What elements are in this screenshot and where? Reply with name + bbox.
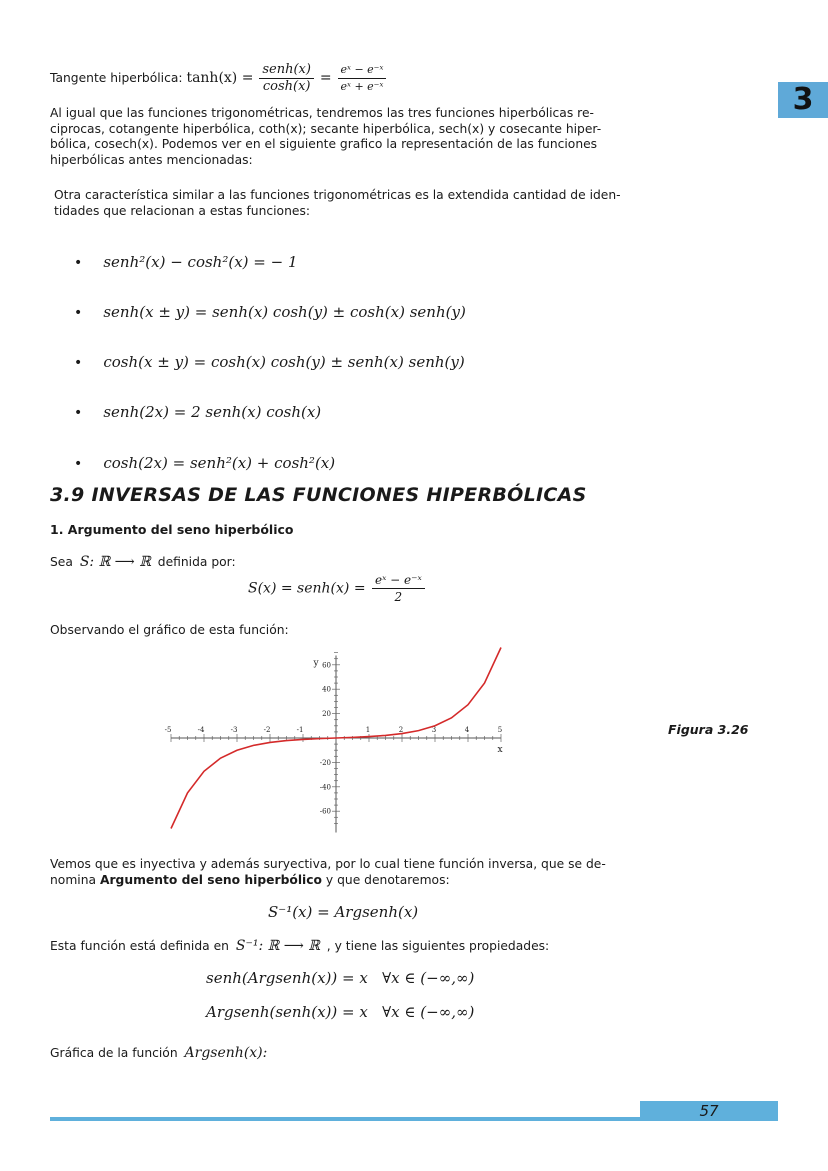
inverse-equation: S⁻¹(x) = Argsenh(x) [268,903,419,921]
x-tick-label: 4 [464,726,470,734]
bold-term: Argumento del seno hiperbólico [99,872,322,887]
y-axis-label: y [313,658,319,669]
paragraph-line: Al igual que las funciones trigonométricas, tendremos las tres funciones hiperbólicas re- [50,106,594,120]
identity-text: cosh(x ± y) = cosh(x) cosh(y) ± senh(x) senh(y) [103,353,465,371]
section-title: 3.9 INVERSAS DE LAS FUNCIONES HIPERBÓLICAS [50,484,587,506]
x-tick-label: -1 [296,726,304,734]
identity-item [74,402,321,421]
text-span: y que denotaremos: [325,872,450,887]
y-tick-label: 60 [322,661,331,670]
s-definition-lhs: S(x) = senh(x) = [248,580,366,597]
sea-text-2: definida por: [157,555,236,569]
subsection-title: 1. Argumento del seno hiperbólico [50,522,294,537]
x-tick-label: 2 [398,726,404,734]
paragraph-line: hiperbólicas antes mencionadas: [50,152,253,167]
sea-text: Sea [50,555,73,569]
x-tick-label: 3 [431,726,437,734]
bullet-icon: • [74,456,83,472]
domain-statement [50,555,236,571]
figure-label: Figura 3.26 [668,722,749,737]
argsenh-math: Argsenh(x): [184,1045,268,1061]
paragraph-line: tidades que relacionan a estas funciones: [54,203,310,218]
inverse-domain-statement [50,939,549,955]
text-span: Esta función está definida en [50,939,229,953]
identity-text: senh(x ± y) = senh(x) cosh(y) ± cosh(x) senh(y) [103,303,466,321]
tanh-label: Tangente hiperbólica: [50,71,183,85]
tanh-fraction-2 [338,62,387,95]
text-span: Gráfica de la función [50,1046,178,1060]
identity-text: senh²(x) − cosh²(x) = − 1 [103,253,298,271]
s-definition-fraction [372,572,425,605]
x-tick-label: 5 [497,726,503,734]
bullet-icon: • [74,305,83,321]
tanh-frac1-numerator: senh(x) [259,62,314,79]
sinh-chart [160,640,520,840]
y-tick-label: -20 [319,758,331,767]
property-2: Argsenh(senh(x)) = x ∀x ∈ (−∞,∞) [206,1003,475,1021]
x-tick-label: -2 [263,726,271,734]
property-1: senh(Argsenh(x)) = x ∀x ∈ (−∞,∞) [206,969,475,987]
identity-text: senh(2x) = 2 senh(x) cosh(x) [103,403,322,421]
page-number: 57 [640,1101,778,1121]
x-tick-label: -3 [230,726,238,734]
paragraph-line [50,873,650,889]
s-def-numerator: eˣ − e⁻ˣ [372,572,425,589]
chapter-tab: 3 [778,82,828,118]
bullet-icon: • [74,405,83,421]
paragraph-line: Otra característica similar a las funciones trigonométricas es la extendida cantidad de iden- [54,188,621,202]
y-tick-label: -40 [319,783,331,792]
sea-math: S: ℝ ⟶ ℝ [79,554,151,570]
bullet-icon: • [74,355,83,371]
tanh-definition [50,62,650,95]
tanh-frac1-denominator: cosh(x) [262,79,311,94]
y-tick-label: 20 [322,710,331,719]
argsenh-graph-intro [50,1046,267,1062]
paragraph-line: bólica, cosech(x). Podemos ver en el siguiente grafico la representación de las funciones [50,137,598,151]
identity-text: cosh(2x) = senh²(x) + cosh²(x) [103,454,336,472]
paragraph-line: ciprocas, cotangente hiperbólica, coth(x); secante hiperbólica, sech(x) y cosecante hiper- [50,121,602,136]
text-span: , y tiene las siguientes propiedades: [326,939,550,953]
y-tick-label: 40 [322,685,331,694]
bullet-icon: • [74,255,83,271]
x-tick-label: 1 [365,726,371,734]
identity-item [74,352,465,371]
s-definition [248,572,427,605]
tanh-lhs: tanh(x) = [186,70,254,86]
paragraph-reciprocal-functions [50,106,640,168]
tanh-frac2-numerator: eˣ − e⁻ˣ [338,62,387,79]
identity-item [74,252,298,271]
x-tick-label: -5 [164,726,172,734]
identity-item [74,302,466,321]
tanh-fraction-1 [259,62,314,95]
paragraph-line: Vemos que es inyectiva y además suryectiva, por lo cual tiene función inversa, que se de- [50,857,606,871]
inverse-domain-math: S⁻¹: ℝ ⟶ ℝ [235,938,320,954]
tanh-frac2-denominator: eˣ + e⁻ˣ [340,80,384,93]
x-axis-label: x [497,745,503,755]
text-span: nomina [50,872,97,887]
paragraph-inverse [50,857,650,888]
figure-intro: Observando el gráfico de esta función: [50,623,289,637]
x-tick-label: -4 [197,726,205,734]
y-tick-label: -60 [319,807,331,816]
s-def-denominator: 2 [394,590,403,604]
tanh-equals: = [319,70,332,86]
paragraph-identities-intro [54,188,644,219]
identity-item [74,453,335,472]
